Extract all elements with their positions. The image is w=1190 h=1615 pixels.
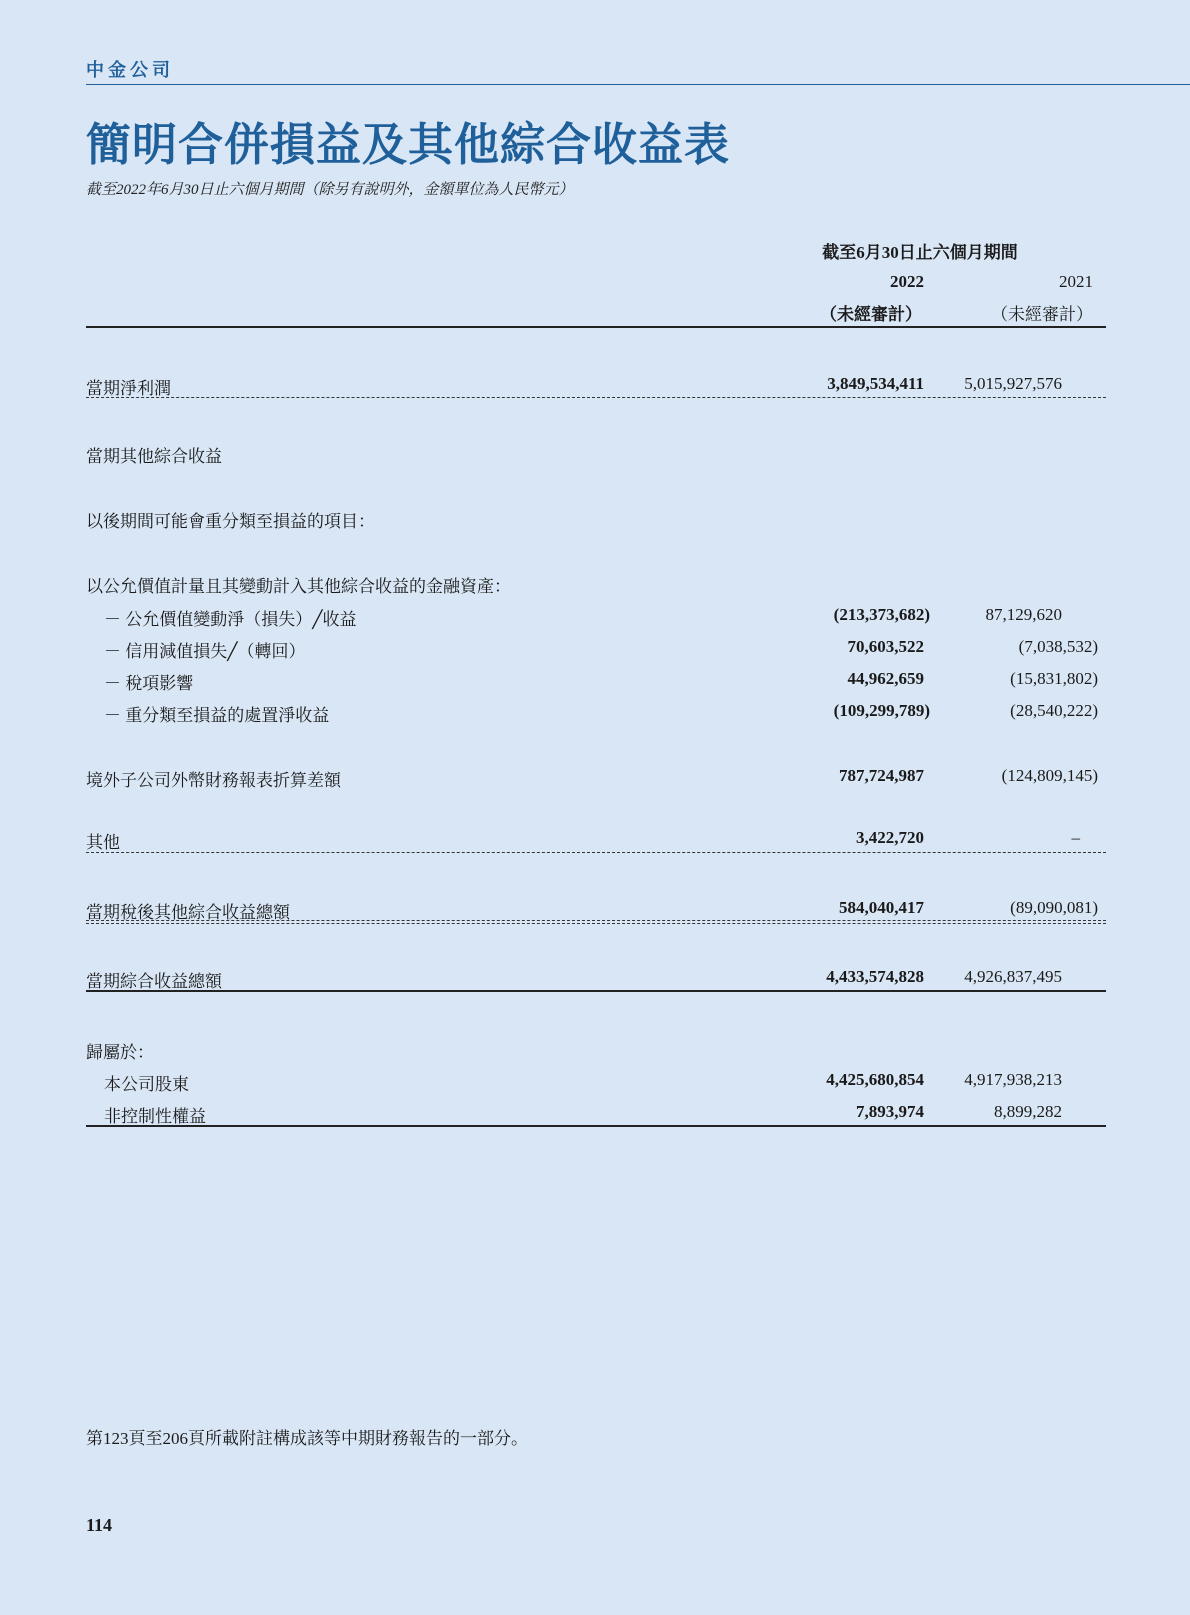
- footnote: 第123頁至206頁所載附註構成該等中期財務報告的一部分。: [86, 1429, 528, 1448]
- header-rule: [86, 326, 1106, 328]
- value-2021: –: [1071, 828, 1080, 847]
- value-2021: (124,809,145): [1001, 766, 1098, 785]
- table-bottom-rule: [86, 1125, 1106, 1127]
- row-label: 本公司股東: [104, 1075, 189, 1094]
- row-label: 當期淨利潤: [86, 379, 171, 398]
- value-2022: 4,425,680,854: [826, 1070, 924, 1089]
- row-oci-total: [0, 898, 1190, 922]
- row-attributable: [0, 1038, 1190, 1062]
- row-tax-effect: [0, 669, 1190, 693]
- page-title: 簡明合併損益及其他綜合收益表: [86, 120, 731, 170]
- oci-total-rule-1: [86, 920, 1106, 921]
- oci-total-rule-2: [86, 923, 1106, 924]
- row-label: 歸屬於：: [86, 1043, 154, 1062]
- value-2022: 3,422,720: [856, 828, 924, 847]
- page-subtitle: 截至2022年6月30日止六個月期間（除另有說明外，金額單位為人民幣元）: [86, 182, 574, 198]
- value-2022: (109,299,789): [833, 701, 930, 720]
- row-fx-difference: [0, 766, 1190, 790]
- value-2022: 787,724,987: [839, 766, 924, 785]
- row-net-profit: [0, 374, 1190, 398]
- row-other: [0, 828, 1190, 852]
- value-2022: 70,603,522: [847, 637, 924, 656]
- row-label: 非控制性權益: [104, 1107, 206, 1126]
- ci-total-rule: [86, 990, 1106, 992]
- page-number: 114: [86, 1515, 113, 1535]
- audit-2022-header: （未經審計）: [820, 305, 922, 324]
- value-2021: (89,090,081): [1010, 898, 1098, 917]
- year-2021-header: 2021: [1059, 272, 1093, 291]
- value-2021: (15,831,802): [1010, 669, 1098, 688]
- row-reclass-heading: [0, 507, 1190, 531]
- value-2021: 5,015,927,576: [964, 374, 1062, 393]
- row-reclass-gain: [0, 701, 1190, 725]
- period-header: 截至6月30日止六個月期間: [822, 243, 1018, 262]
- row-label: － 信用減值損失╱（轉回）: [104, 642, 306, 661]
- row-nci: [0, 1102, 1190, 1126]
- row-fv-change: [0, 605, 1190, 629]
- row-label: 其他: [86, 833, 120, 852]
- value-2022: 584,040,417: [839, 898, 924, 917]
- value-2021: 8,899,282: [994, 1102, 1062, 1121]
- row-label: － 重分類至損益的處置淨收益: [104, 706, 330, 725]
- row-label: 當期綜合收益總額: [86, 972, 222, 991]
- row-label: 當期其他綜合收益: [86, 447, 222, 466]
- value-2022: 4,433,574,828: [826, 967, 924, 986]
- value-2021: (28,540,222): [1010, 701, 1098, 720]
- audit-2021-header: （未經審計）: [991, 305, 1093, 324]
- value-2022: 3,849,534,411: [827, 374, 924, 393]
- row-label: 以公允價值計量且其變動計入其他綜合收益的金融資產：: [86, 577, 511, 596]
- year-2022-header: 2022: [890, 272, 924, 291]
- row-oci-heading: [0, 442, 1190, 466]
- value-2021: (7,038,532): [1018, 637, 1098, 656]
- row-label: 境外子公司外幣財務報表折算差額: [86, 771, 341, 790]
- value-2022: (213,373,682): [833, 605, 930, 624]
- row-label: － 稅項影響: [104, 674, 194, 693]
- value-2021: 4,917,938,213: [964, 1070, 1062, 1089]
- value-2022: 44,962,659: [847, 669, 924, 688]
- value-2021: 87,129,620: [985, 605, 1062, 624]
- value-2021: 4,926,837,495: [964, 967, 1062, 986]
- top-rule: [86, 84, 1190, 85]
- row-label: 以後期間可能會重分類至損益的項目：: [86, 512, 375, 531]
- row-label: 當期稅後其他綜合收益總額: [86, 903, 290, 922]
- company-name: 中金公司: [86, 60, 174, 80]
- row-shareholders: [0, 1070, 1190, 1094]
- row-credit-impairment: [0, 637, 1190, 661]
- net-profit-rule: [86, 397, 1106, 398]
- row-label: － 公允價值變動淨（損失）╱收益: [104, 610, 357, 629]
- other-rule: [86, 852, 1106, 853]
- row-ci-total: [0, 967, 1190, 991]
- value-2022: 7,893,974: [856, 1102, 924, 1121]
- row-fvoci-heading: [0, 572, 1190, 596]
